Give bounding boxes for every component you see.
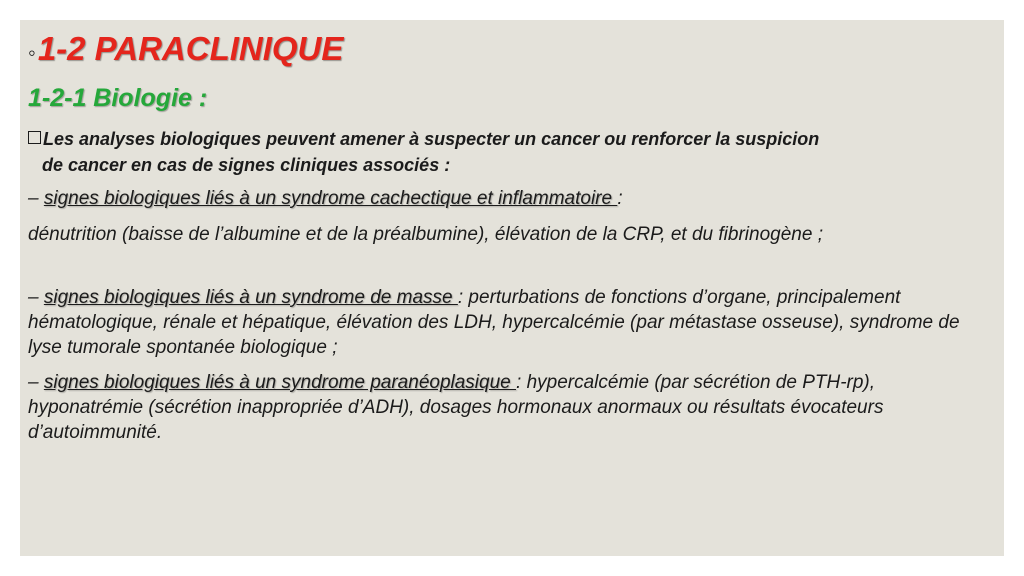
item-text: hypercalcémie (par sécrétion de PTH-rp), hyponatrémie (sécrétion inappropriée d’ADH), dosages hormonaux anormaux ou résultats évocateurs d’autoimmunité.	[28, 372, 884, 443]
title-row	[28, 30, 343, 68]
item-colon: :	[617, 188, 623, 209]
item-text: dénutrition (baisse de l’albumine et de la préalbumine), élévation de la CRP, et du fibrinogène ;	[28, 224, 823, 245]
checkbox-bullet-icon	[28, 131, 41, 144]
item-heading: signes biologiques liés à un syndrome cachectique et inflammatoire	[43, 188, 618, 209]
item-cachectic-details	[28, 222, 993, 247]
slide-title: 1-2 PARACLINIQUE	[37, 30, 344, 67]
item-cachectic	[28, 186, 993, 211]
intro-line-1: Les analyses biologiques peuvent amener à suspecter un cancer ou renforcer la suspicion	[43, 129, 820, 149]
item-colon: :	[457, 287, 464, 308]
slide	[20, 20, 1004, 556]
intro-paragraph	[28, 126, 988, 178]
item-paraneoplastic	[28, 370, 993, 445]
item-heading: signes biologiques liés à un syndrome de masse	[43, 287, 458, 308]
item-mass-syndrome	[28, 285, 993, 360]
item-text: perturbations de fonctions d’organe, principalement hématologique, rénale et hépatique, élévation des LDH, hypercalcémie (par métastase osseuse), syndrome de lyse tumorale spontanée biologique ;	[28, 287, 960, 358]
item-heading: signes biologiques liés à un syndrome paranéoplasique	[43, 372, 517, 393]
circle-bullet-icon: ◦	[28, 40, 36, 65]
dash-bullet: –	[28, 372, 44, 393]
dash-bullet: –	[28, 188, 44, 209]
intro-line-2: de cancer en cas de signes cliniques associés :	[42, 155, 451, 175]
item-colon: :	[516, 372, 522, 393]
dash-bullet: –	[28, 287, 44, 308]
section-subtitle: 1-2-1 Biologie :	[28, 84, 208, 112]
